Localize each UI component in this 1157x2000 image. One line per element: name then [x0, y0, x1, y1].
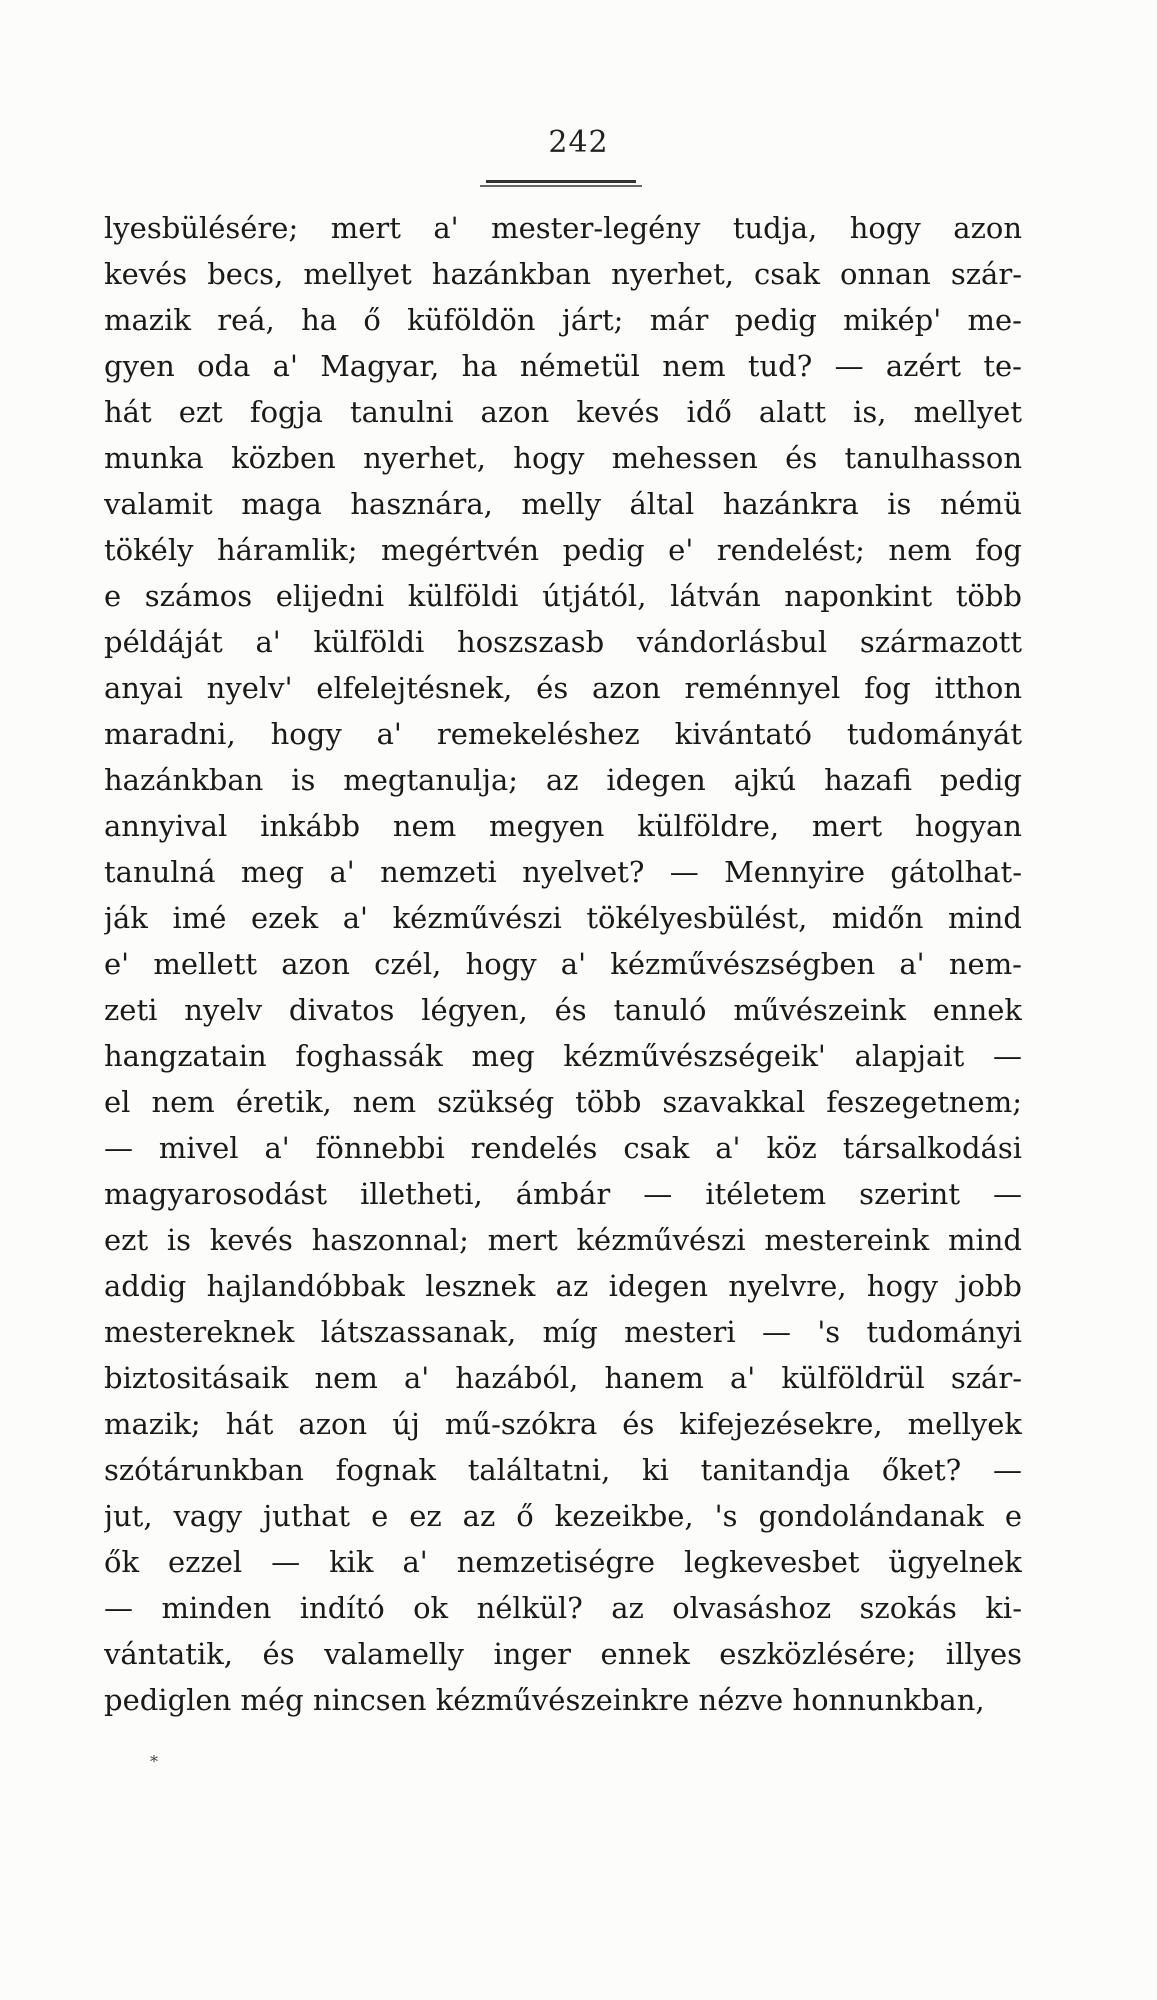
- text-line: e számos elijedni külföldi útjától, látván naponkint több: [104, 579, 1022, 613]
- text-line: szótárunkban fognak találtatni, ki tanitandja őket? —: [104, 1453, 1022, 1487]
- text-line: pediglen még nincsen kézművészeinkre nézve honnunkban,: [104, 1683, 985, 1717]
- text-line: ezt is kevés haszonnal; mert kézművészi mestereink mind: [104, 1223, 1022, 1257]
- text-line: ják imé ezek a' kézművészi tökélyesbülést, midőn mind: [104, 901, 1022, 935]
- text-line: valamit maga hasznára, melly által hazánkra is némü: [104, 487, 1022, 521]
- text-line: példáját a' külföldi hoszszasb vándorlásbul származott: [104, 625, 1022, 659]
- text-line: hazánkban is megtanulja; az idegen ajkú hazafi pedig: [104, 763, 1022, 797]
- text-line: munka közben nyerhet, hogy mehessen és tanulhasson: [104, 441, 1022, 475]
- text-line: — mivel a' fönnebbi rendelés csak a' köz társalkodási: [104, 1131, 1022, 1165]
- header-rule: [486, 180, 636, 183]
- text-line: maradni, hogy a' remekeléshez kivántató tudományát: [104, 717, 1022, 751]
- text-line: mestereknek látszassanak, míg mesteri — 's tudományi: [104, 1315, 1022, 1349]
- text-line: tanulná meg a' nemzeti nyelvet? — Mennyire gátolhat-: [104, 855, 1022, 889]
- text-line: addig hajlandóbbak lesznek az idegen nyelvre, hogy jobb: [104, 1269, 1022, 1303]
- text-line: mazik reá, ha ő küföldön járt; már pedig mikép' me-: [104, 303, 1022, 337]
- text-line: kevés becs, mellyet hazánkban nyerhet, csak onnan szár-: [104, 257, 1022, 291]
- text-line: e' mellett azon czél, hogy a' kézművészségben a' nem-: [104, 947, 1022, 981]
- text-line: hát ezt fogja tanulni azon kevés idő alatt is, mellyet: [104, 395, 1022, 429]
- page-number: 242: [548, 125, 609, 160]
- footer-mark: *: [150, 1752, 158, 1771]
- text-line: el nem éretik, nem szükség több szavakkal feszegetnem;: [104, 1085, 1022, 1119]
- text-line: anyai nyelv' elfelejtésnek, és azon reménnyel fog itthon: [104, 671, 1022, 705]
- text-line: zeti nyelv divatos légyen, és tanuló művészeink ennek: [104, 993, 1022, 1027]
- text-line: magyarosodást illetheti, ámbár — itéletem szerint —: [104, 1177, 1022, 1211]
- text-line: ők ezzel — kik a' nemzetiségre legkevesbet ügyelnek: [104, 1545, 1022, 1579]
- body-text: [104, 205, 1022, 1723]
- text-line: — minden indító ok nélkül? az olvasáshoz szokás ki-: [104, 1591, 1022, 1625]
- text-line: gyen oda a' Magyar, ha németül nem tud? — azért te-: [104, 349, 1022, 383]
- text-line: lyesbülésére; mert a' mester-legény tudja, hogy azon: [104, 211, 1022, 245]
- text-line: mazik; hát azon új mű-szókra és kifejezésekre, mellyek: [104, 1407, 1022, 1441]
- text-line: tökély háramlik; megértvén pedig e' rendelést; nem fog: [104, 533, 1022, 567]
- text-line: vántatik, és valamelly inger ennek eszközlésére; illyes: [104, 1637, 1022, 1671]
- text-line: annyival inkább nem megyen külföldre, mert hogyan: [104, 809, 1022, 843]
- text-line: hangzatain foghassák meg kézművészségeik' alapjait —: [104, 1039, 1022, 1073]
- text-line: jut, vagy juthat e ez az ő kezeikbe, 's gondolándanak e: [104, 1499, 1022, 1533]
- text-line: biztositásaik nem a' hazából, hanem a' külföldrül szár-: [104, 1361, 1022, 1395]
